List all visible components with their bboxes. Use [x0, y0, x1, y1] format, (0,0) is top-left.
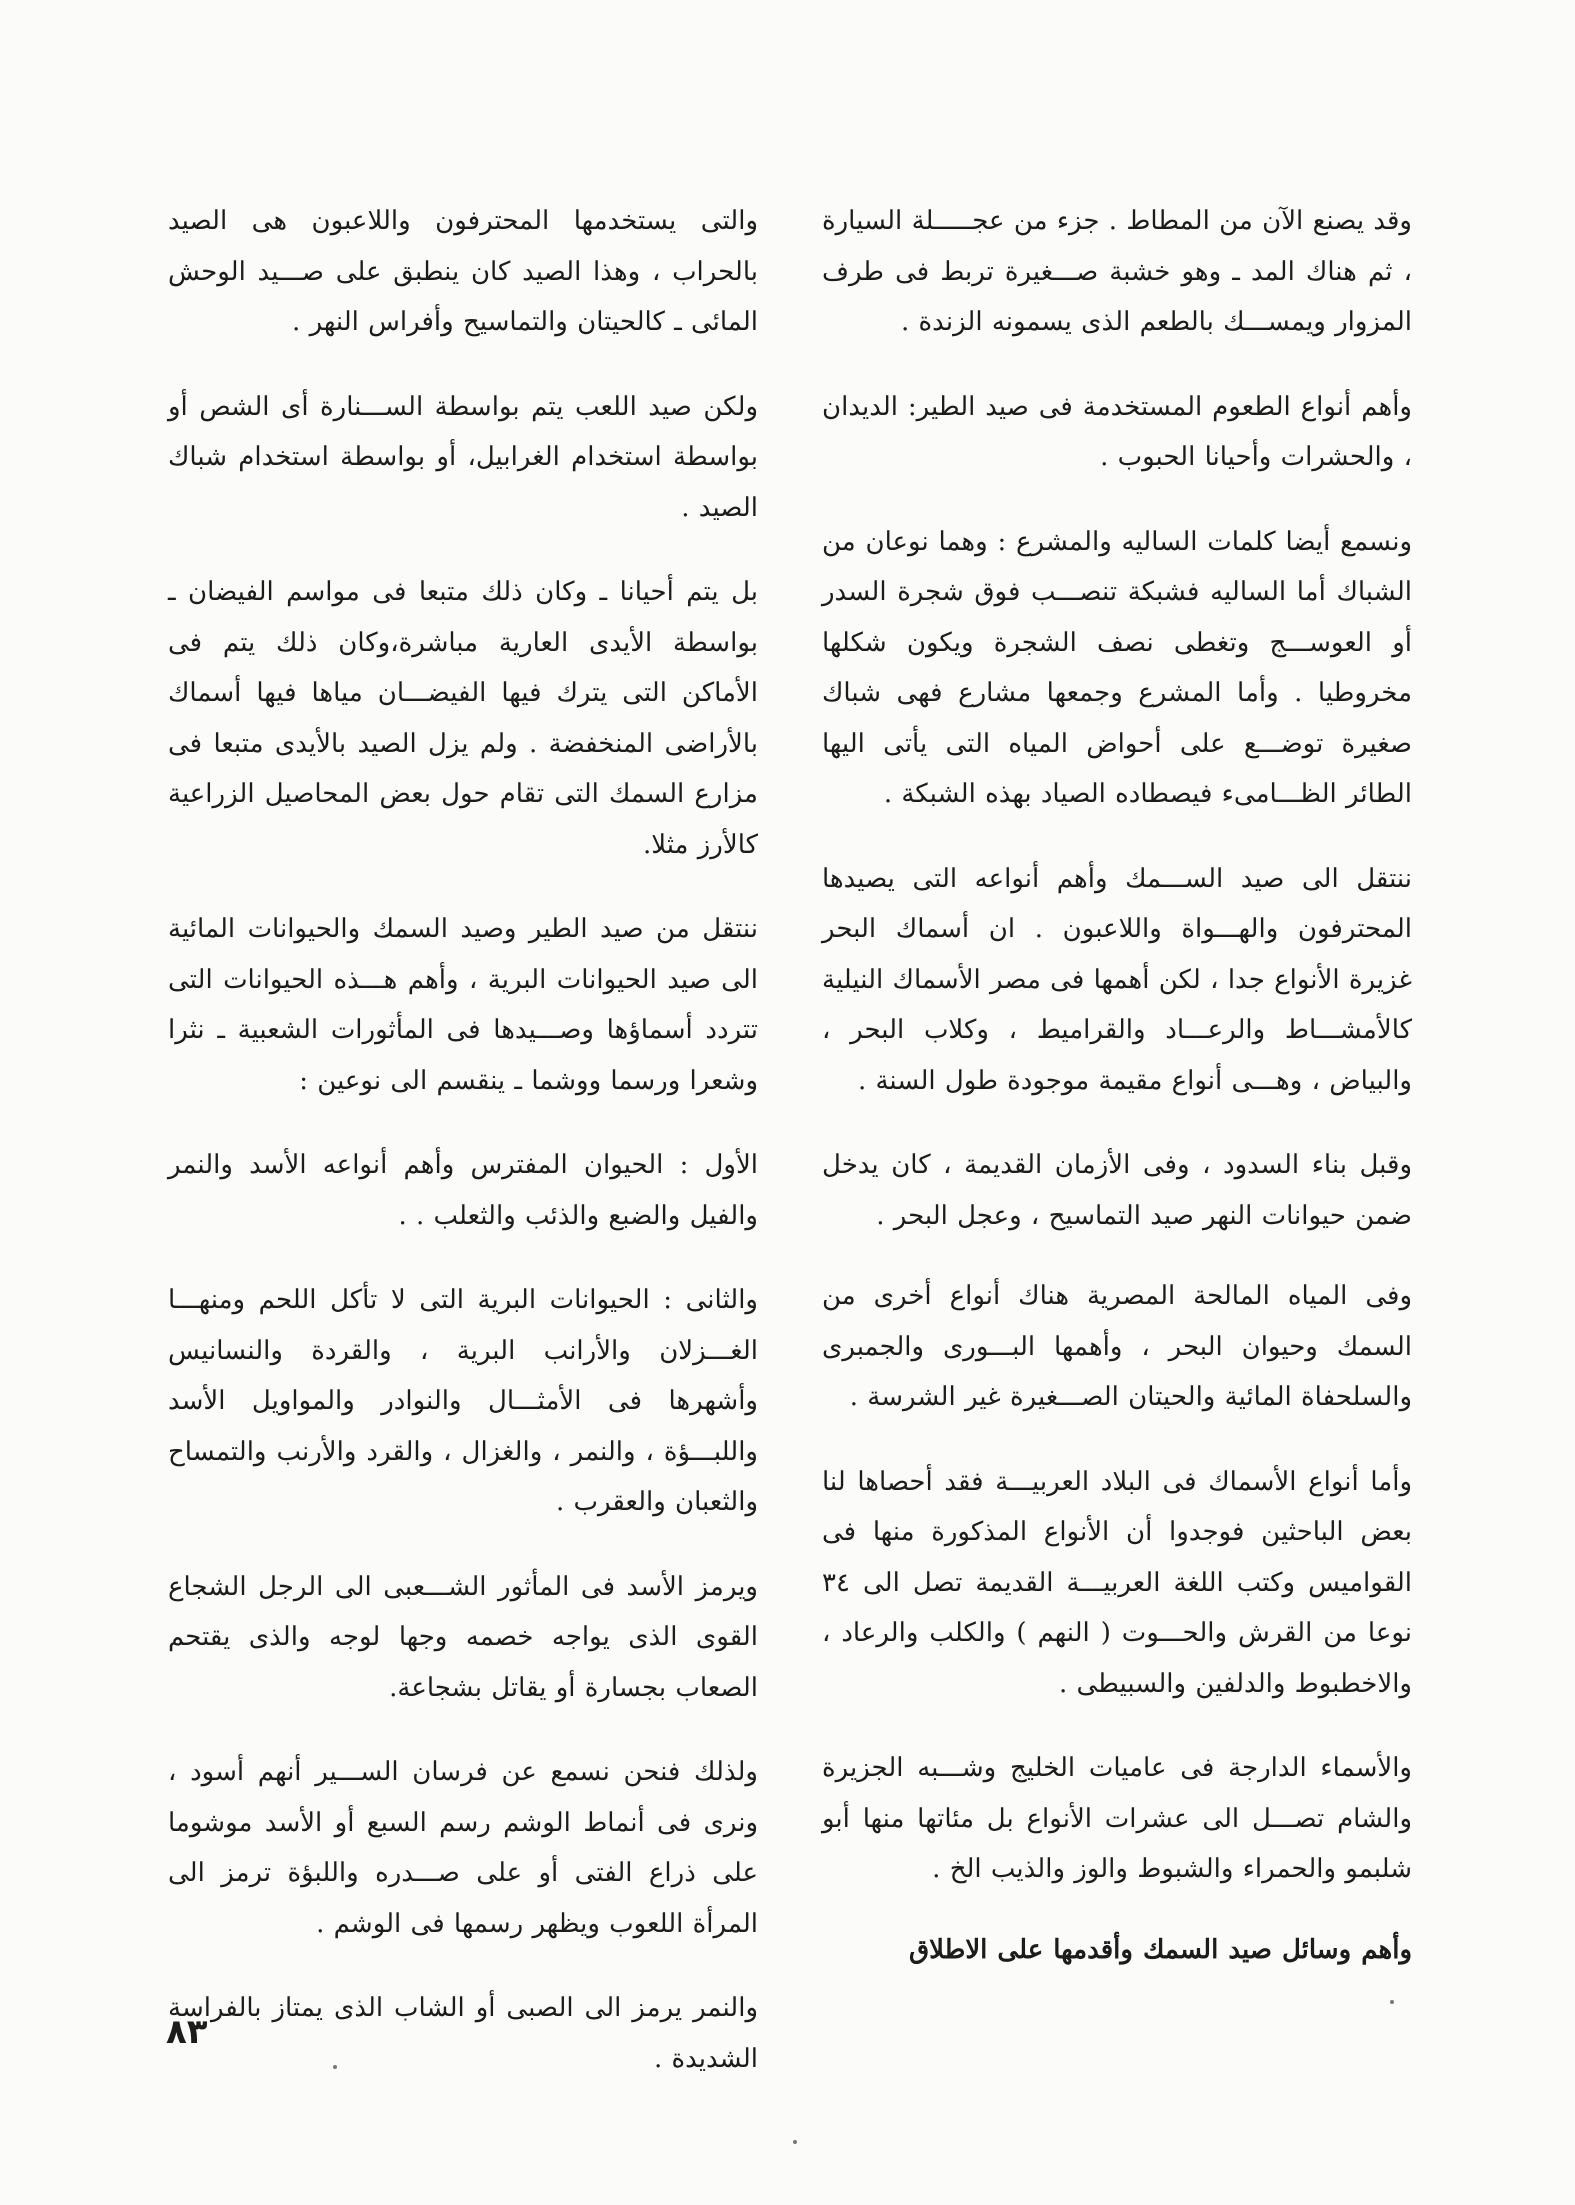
paragraph: وفى المياه المالحة المصرية هناك أنواع أخرى من السمك وحيوان البحر ، وأهمها البـــورى والجمبرى والسلحفاة المائية والحيتان الصـــغيرة غير الشرسة . — [822, 1281, 1412, 1412]
paragraph: ونسمع أيضا كلمات الساليه والمشرع : وهما نوعان من الشباك أما الساليه فشبكة تنصـــب فوق شجرة السدر أو العوســـج وتغطى نصف الشجرة ويكون شكلها مخروطيا . وأما المشرع وجمعها مشارع فهى شباك صغيرة توضـــع على أحواض المياه التى يأتى اليها الطائر الظـــامىء فيصطاده الصياد بهذه الشبكة . — [822, 526, 1412, 809]
paragraph: والأسماء الدارجة فى عاميات الخليج وشـــبه الجزيرة والشام تصـــل الى عشرات الأنواع بل مئاتها منها أبو شلبمو والحمراء والشبوط والوز والذيب الخ . — [822, 1753, 1412, 1884]
scan-speck — [793, 2140, 797, 2144]
paragraph: والنمر يرمز الى الصبى أو الشاب الذى يمتاز بالفراسة الشديدة . — [168, 1993, 758, 2074]
paragraph: ولذلك فنحن نسمع عن فرسان الســـير أنهم أسود ، ونرى فى أنماط الوشم رسم السبع أو الأسد موشوما على ذراع الفتى أو على صـــدره واللبؤة ترمز الى المرأة اللعوب ويظهر رسمها فى الوشم . — [168, 1757, 758, 1939]
left-column — [168, 196, 758, 2118]
paragraph: وأهم وسائل صيد السمك وأقدمها على الاطلاق — [908, 1934, 1412, 1965]
scan-speck — [333, 2065, 337, 2069]
paragraph: وأهم أنواع الطعوم المستخدمة فى صيد الطير: الديدان ، والحشرات وأحيانا الحبوب . — [822, 391, 1412, 472]
paragraph: ويرمز الأسد فى المأثور الشـــعبى الى الرجل الشجاع القوى الذى يواجه خصمه وجها لوجه والذى يقتحم الصعاب بجسارة أو يقاتل بشجاعة. — [168, 1571, 758, 1703]
paragraph: ولكن صيد اللعب يتم بواسطة الســـنارة أى الشص أو بواسطة استخدام الغرابيل، أو بواسطة استخدام شباك الصيد . — [168, 391, 758, 523]
paragraph: والتى يستخدمها المحترفون واللاعبون هى الصيد بالحراب ، وهذا الصيد كان ينطبق على صـــيد الوحش المائى ـ كالحيتان والتماسيح وأفراس النهر . — [168, 206, 758, 337]
paragraph: ننتقل الى صيد الســـمك وأهم أنواعه التى يصيدها المحترفون والهـــواة واللاعبون . ان أسماك البحر غزيرة الأنواع جدا ، لكن أهمها فى مصر الأسماك النيلية كالأمشـــاط والرعـــاد والقراميط ، وكلاب البحر ، والبياض ، وهـــى أنواع مقيمة موجودة طول السنة . — [822, 863, 1412, 1096]
right-column — [822, 196, 1412, 2009]
paragraph: وقد يصنع الآن من المطاط . جزء من عجـــــلة السيارة ، ثم هناك المد ـ وهو خشبة صـــغيرة تربط فى طرف المزوار ويمســـك بالطعم الذى يسمونه الزندة . — [822, 206, 1412, 337]
paragraph: ننتقل من صيد الطير وصيد السمك والحيوانات المائية الى صيد الحيوانات البرية ، وأهم هـــذه الحيوانات التى تتردد أسماؤها وصـــيدها فى المأثورات الشعبية ـ نثرا وشعرا ورسما ووشما ـ ينقسم الى نوعين : — [168, 914, 758, 1096]
paragraph: والثانى : الحيوانات البرية التى لا تأكل اللحم ومنهـــا الغـــزلان والأرانب البرية ، والقردة والنسانيس وأشهرها فى الأمثـــال والنوادر والمواويل الأسد واللبـــؤة ، والنمر ، والغزال ، والقرد والأرنب والتمساح والثعبان والعقرب . — [168, 1285, 758, 1517]
page-number: ٨٣ — [166, 2012, 208, 2052]
scan-speck — [1390, 2000, 1394, 2004]
paragraph: وأما أنواع الأسماك فى البلاد العربيـــة فقد أحصاها لنا بعض الباحثين فوجدوا أن الأنواع المذكورة منها فى القواميس وكتب اللغة العربيـــة القديمة تصل الى ٣٤ نوعا من القرش والحـــوت ( النهم ) والكلب والرعاد ، والاخطبوط والدلفين والسبيطى . — [822, 1466, 1412, 1699]
paragraph: بل يتم أحيانا ـ وكان ذلك متبعا فى مواسم الفيضان ـ بواسطة الأيدى العارية مباشرة،وكان ذلك يتم فى الأماكن التى يترك فيها الفيضـــان مياها فيها أسماك بالأراضى المنخفضة . ولم يزل الصيد بالأيدى متبعا فى مزارع السمك التى تقام حول بعض المحاصيل الزراعية كالأرز مثلا. — [168, 577, 758, 860]
paragraph: وقبل بناء السدود ، وفى الأزمان القديمة ، كان يدخل ضمن حيوانات النهر صيد التماسيح ، وعجل البحر . — [822, 1150, 1412, 1231]
paragraph: الأول : الحيوان المفترس وأهم أنواعه الأسد والنمر والفيل والضبع والذئب والثعلب . . — [168, 1150, 758, 1231]
